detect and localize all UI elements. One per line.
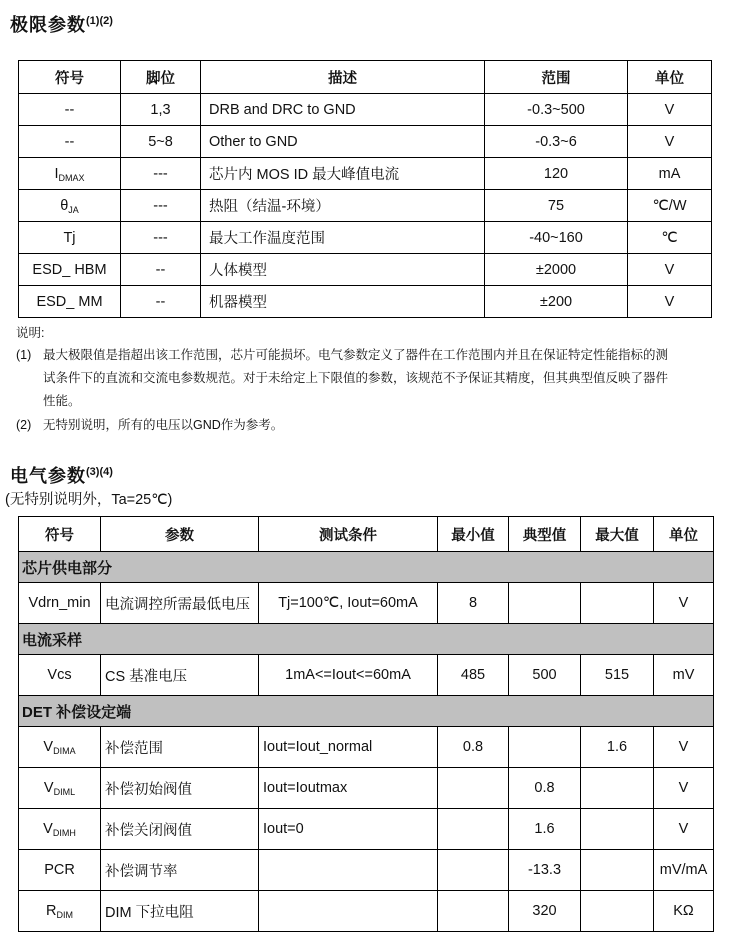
table-cell <box>581 850 654 891</box>
table-cell: V <box>654 768 714 809</box>
note-line: 性能。 <box>43 394 81 408</box>
table-cell: $V_{DIMA}$ <box>19 727 101 768</box>
table-cell: -- <box>19 126 121 158</box>
table-cell: Vcs <box>19 655 101 696</box>
table-cell: --- <box>121 158 201 190</box>
section-label: 芯片供电部分 <box>19 552 714 583</box>
table-cell <box>581 768 654 809</box>
table-cell: 320 <box>509 891 581 932</box>
table-cell: 515 <box>581 655 654 696</box>
note-marker: (1) <box>16 348 32 362</box>
table-cell: 1mA<=Iout<=60mA <box>259 655 438 696</box>
notes-list <box>16 344 749 437</box>
table-cell <box>438 768 509 809</box>
table-cell: 485 <box>438 655 509 696</box>
table-row <box>19 190 712 222</box>
table-cell: 75 <box>485 190 628 222</box>
table-cell: V <box>628 126 712 158</box>
table-cell: V <box>628 94 712 126</box>
table-cell: 8 <box>438 583 509 624</box>
electrical-parameters-table <box>18 516 714 932</box>
table-cell: mV/mA <box>654 850 714 891</box>
section2-subtitle: (无特别说明外，Ta=25℃) <box>5 492 173 508</box>
table-cell <box>259 891 438 932</box>
table-cell: mV <box>654 655 714 696</box>
table-row <box>19 286 712 318</box>
column-header: 符号 <box>19 61 121 94</box>
table-cell: KΩ <box>654 891 714 932</box>
table-cell: DIM 下拉电阻 <box>101 891 259 932</box>
column-header: 单位 <box>654 517 714 552</box>
table-cell: V <box>654 727 714 768</box>
table-cell: 补偿范围 <box>101 727 259 768</box>
table-cell: 0.8 <box>509 768 581 809</box>
table-cell: $R_{DIM}$ <box>19 891 101 932</box>
table-cell <box>438 891 509 932</box>
table-cell: ESD_ HBM <box>19 254 121 286</box>
section-row <box>19 552 714 583</box>
note-body <box>43 344 749 413</box>
table-cell: 1.6 <box>581 727 654 768</box>
symbol-subscript: JA <box>68 204 79 215</box>
table-cell: 500 <box>509 655 581 696</box>
table-cell: ESD_ MM <box>19 286 121 318</box>
section2-title <box>10 461 749 487</box>
table-cell: Other to GND <box>201 126 485 158</box>
table-cell: 1.6 <box>509 809 581 850</box>
table-cell: ±200 <box>485 286 628 318</box>
table-cell: PCR <box>19 850 101 891</box>
table-cell: 补偿初始阀值 <box>101 768 259 809</box>
table-cell: -- <box>19 94 121 126</box>
table-cell: Vdrn_min <box>19 583 101 624</box>
table-cell: $V_{DIMH}$ <box>19 809 101 850</box>
table-cell <box>581 583 654 624</box>
table-cell: $\theta_{JA}$ <box>19 190 121 222</box>
table-cell <box>438 850 509 891</box>
absolute-maximum-ratings-table <box>18 60 712 318</box>
table-cell: 机器模型 <box>201 286 485 318</box>
notes-block <box>16 323 749 437</box>
table-cell: 120 <box>485 158 628 190</box>
table-cell <box>581 891 654 932</box>
note-line: 无特别说明，所有的电压以GND作为参考。 <box>43 418 284 432</box>
table-row <box>19 254 712 286</box>
table-cell: V <box>628 254 712 286</box>
note-marker: (2) <box>16 418 32 432</box>
table-cell: 0.8 <box>438 727 509 768</box>
table-row <box>19 222 712 254</box>
note-body <box>43 414 749 437</box>
table-row <box>19 126 712 158</box>
table-cell: Iout=Ioutmax <box>259 768 438 809</box>
table-cell <box>509 727 581 768</box>
table-cell: Iout=0 <box>259 809 438 850</box>
header-row <box>19 517 714 552</box>
section1-title <box>10 10 749 36</box>
note-item <box>16 414 749 437</box>
column-header: 测试条件 <box>259 517 438 552</box>
table-row <box>19 891 714 932</box>
table-cell: --- <box>121 222 201 254</box>
table-cell: V <box>654 583 714 624</box>
column-header: 脚位 <box>121 61 201 94</box>
table-row <box>19 809 714 850</box>
table-cell: -13.3 <box>509 850 581 891</box>
section2-title-superscript: (3)(4) <box>86 466 113 478</box>
table-row <box>19 768 714 809</box>
table-cell: DRB and DRC to GND <box>201 94 485 126</box>
table-cell: 芯片内 MOS ID 最大峰值电流 <box>201 158 485 190</box>
table-cell <box>509 583 581 624</box>
table-row <box>19 583 714 624</box>
table-cell: $V_{DIML}$ <box>19 768 101 809</box>
section-row <box>19 696 714 727</box>
table-cell: Iout=Iout_normal <box>259 727 438 768</box>
column-header: 最大值 <box>581 517 654 552</box>
symbol-subscript: DIMH <box>52 828 76 838</box>
table-cell: CS 基准电压 <box>101 655 259 696</box>
table-cell: ℃/W <box>628 190 712 222</box>
table-cell: ℃ <box>628 222 712 254</box>
table-cell: Tj=100℃, Iout=60mA <box>259 583 438 624</box>
column-header: 范围 <box>485 61 628 94</box>
section-label: 电流采样 <box>19 624 714 655</box>
table-cell: -40~160 <box>485 222 628 254</box>
table-cell: 补偿调节率 <box>101 850 259 891</box>
table-row <box>19 850 714 891</box>
table-cell: 热阻（结温-环境） <box>201 190 485 222</box>
table-row <box>19 727 714 768</box>
table-cell: -- <box>121 286 201 318</box>
table-row <box>19 655 714 696</box>
table-cell <box>438 809 509 850</box>
column-header: 符号 <box>19 517 101 552</box>
table-cell: 最大工作温度范围 <box>201 222 485 254</box>
table-cell <box>581 809 654 850</box>
table-cell: 电流调控所需最低电压 <box>101 583 259 624</box>
table-cell: mA <box>628 158 712 190</box>
column-header: 最小值 <box>438 517 509 552</box>
table-cell: -0.3~500 <box>485 94 628 126</box>
section1-title-text: 极限参数 <box>10 15 86 35</box>
section1-title-superscript: (1)(2) <box>86 15 113 27</box>
table-cell: 人体模型 <box>201 254 485 286</box>
note-item <box>16 344 749 413</box>
table-cell <box>259 850 438 891</box>
table-cell: ±2000 <box>485 254 628 286</box>
section-label: DET 补偿设定端 <box>19 696 714 727</box>
table-cell: V <box>628 286 712 318</box>
header-row <box>19 61 712 94</box>
symbol-subscript: DIMA <box>53 746 76 756</box>
table-cell: -- <box>121 254 201 286</box>
table-cell: -0.3~6 <box>485 126 628 158</box>
section2-title-text: 电气参数 <box>10 466 86 486</box>
table-cell: Tj <box>19 222 121 254</box>
column-header: 单位 <box>628 61 712 94</box>
table-cell: 补偿关闭阀值 <box>101 809 259 850</box>
symbol-subscript: DMAX <box>58 172 85 183</box>
table-cell: 5~8 <box>121 126 201 158</box>
table-row <box>19 94 712 126</box>
symbol-subscript: DIM <box>56 910 73 920</box>
table-cell: $I_{DMAX}$ <box>19 158 121 190</box>
column-header: 典型值 <box>509 517 581 552</box>
section-row <box>19 624 714 655</box>
symbol-subscript: DIML <box>53 787 76 797</box>
column-header: 描述 <box>201 61 485 94</box>
column-header: 参数 <box>101 517 259 552</box>
table-cell: V <box>654 809 714 850</box>
table-cell: --- <box>121 190 201 222</box>
note-line: 最大极限值是指超出该工作范围，芯片可能损坏。电气参数定义了器件在工作范围内并且在保证特定性能指标的测 <box>43 348 669 362</box>
table-cell: 1,3 <box>121 94 201 126</box>
note-line: 试条件下的直流和交流电参数规范。对于未给定上下限值的参数，该规范不予保证其精度，但其典型值反映了器件 <box>43 371 669 385</box>
table-row <box>19 158 712 190</box>
notes-label: 说明: <box>16 326 45 340</box>
